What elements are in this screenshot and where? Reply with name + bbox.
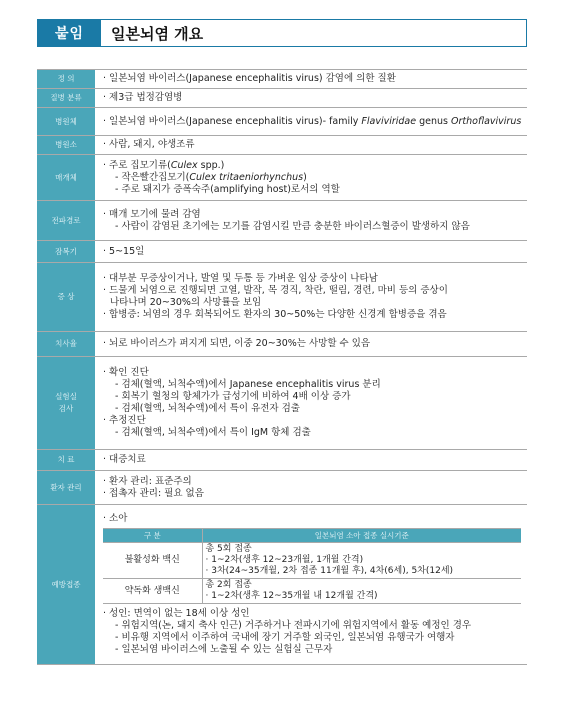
vector-line-2: - 작은빨간집모기(Culex tritaeniorhynchus) (115, 171, 307, 183)
label-pathogen: 병원체 (37, 108, 95, 136)
family-name: Flaviviridae (361, 115, 417, 127)
page-title: 일본뇌염 개요 (111, 24, 204, 43)
vaccination-schedule-table (103, 528, 521, 604)
row-treatment: 치 료 · 대증치료 (37, 450, 527, 471)
vector-line-1: · 주로 집모기류(Culex spp.) (103, 159, 225, 171)
host-text: · 사람, 돼지, 야생조류 (103, 139, 195, 150)
page-header (37, 19, 527, 47)
row-lab: 실험실 검사 · 확인 진단 - 검체(혈액, 뇌척수액)에서 Japanese encephalitis virus 분리 - 회복기 혈청의 항체가가 급성기에 비하여 4배 이상 증가 - 검체(혈액, 뇌척수액)에서 특이 유전자 검출 · 추정진단 - 검체(혈액, 뇌척수액)에서 특이 IgM 항체 검출 (37, 357, 527, 450)
schedule-row-inactivated: 불활성화 백신 총 5회 접종 · 1~2차(생후 12~23개월, 1개월 간격) · 3차(24~35개월, 2차 접종 11개월 후), 4차(6세), 5차(12세) (103, 543, 521, 579)
label-incubation: 잠복기 (37, 241, 95, 263)
row-pathogen (37, 108, 527, 136)
row-management: 환자 관리 · 환자 관리: 표준주의 · 접촉자 관리: 필요 없음 (37, 471, 527, 505)
label-treatment: 치 료 (37, 450, 95, 471)
row-transmission: 전파경로 · 매개 모기에 물려 감염 - 사람이 감염된 초기에는 모기를 감염시킬 만큼 충분한 바이러스혈증이 발생하지 않음 (37, 201, 527, 241)
row-vector (37, 155, 527, 201)
label-management: 환자 관리 (37, 471, 95, 505)
genus-name: Orthoflavivirus (451, 115, 522, 127)
row-prevention: 예방접종 · 소아 구 분 일본뇌염 소아 접종 실시기준 불활성화 백신 총 5회 접종 · 1~2차(생후 12~23개월, 1개월 간격) · 3차(24~35개월, 2차 접종 11개월 후), 4차(6세), 5차(12세) 약독화 생백신 총 2회 접종 · 1~2차(생후 12~35개월 내 12개월 간격) · 성인: 면역이 없는 18세 이상 성인 - 위험지역(논, 돼지 축사 인근) 거주하거나 전파시기에 위험지역에서 활동 예정인 경우 - 비유행 지역에서 이주하여 국내에 장기 거주할 외국인, 일본뇌염 유행국가 여행자 - 일본뇌염 바이러스에 노출될 수 있는 실험실 근무자 (37, 505, 527, 665)
label-fatality: 치사율 (37, 332, 95, 357)
label-prevention: 예방접종 (37, 505, 95, 665)
label-definition: 정 의 (37, 70, 95, 89)
label-transmission: 전파경로 (37, 201, 95, 241)
appendix-tag: 붙임 (38, 20, 101, 46)
label-classification: 질병 분류 (37, 89, 95, 108)
vector-line-3: - 주로 돼지가 증폭숙주(amplifying host)로서의 역할 (115, 183, 340, 195)
schedule-header-row: 구 분 일본뇌염 소아 접종 실시기준 (103, 529, 521, 543)
row-classification (37, 89, 527, 108)
label-symptoms: 증 상 (37, 263, 95, 332)
row-host (37, 136, 527, 155)
row-definition (37, 70, 527, 89)
row-incubation: 잠복기 · 5~15일 (37, 241, 527, 263)
classification-text: · 제3급 법정감염병 (103, 92, 183, 103)
label-lab: 실험실 검사 (37, 357, 95, 450)
row-fatality: 치사율 · 뇌로 바이러스가 퍼지게 되면, 이중 20~30%는 사망할 수 있음 (37, 332, 527, 357)
pathogen-text: · 일본뇌염 바이러스(Japanese encephalitis virus)- family Flaviviridae genus Orthoflavivirus (103, 115, 522, 127)
label-host: 병원소 (37, 136, 95, 155)
label-vector: 매개체 (37, 155, 95, 201)
schedule-row-attenuated: 약독화 생백신 총 2회 접종 · 1~2차(생후 12~35개월 내 12개월 간격) (103, 579, 521, 604)
row-symptoms: 증 상 · 대부분 무증상이거나, 발열 및 두통 등 가벼운 임상 증상이 나타남 · 드물게 뇌염으로 진행되면 고열, 발작, 목 경직, 착란, 떨림, 경련, 마비 등의 증상이 나타나며 20~30%의 사망률을 보임 · 합병증: 뇌염의 경우 회복되어도 환자의 30~50%는 다양한 신경계 합병증을 겪음 (37, 263, 527, 332)
overview-table (37, 69, 527, 665)
definition-text: · 일본뇌염 바이러스(Japanese encephalitis virus) 감염에 의한 질환 (103, 73, 396, 84)
